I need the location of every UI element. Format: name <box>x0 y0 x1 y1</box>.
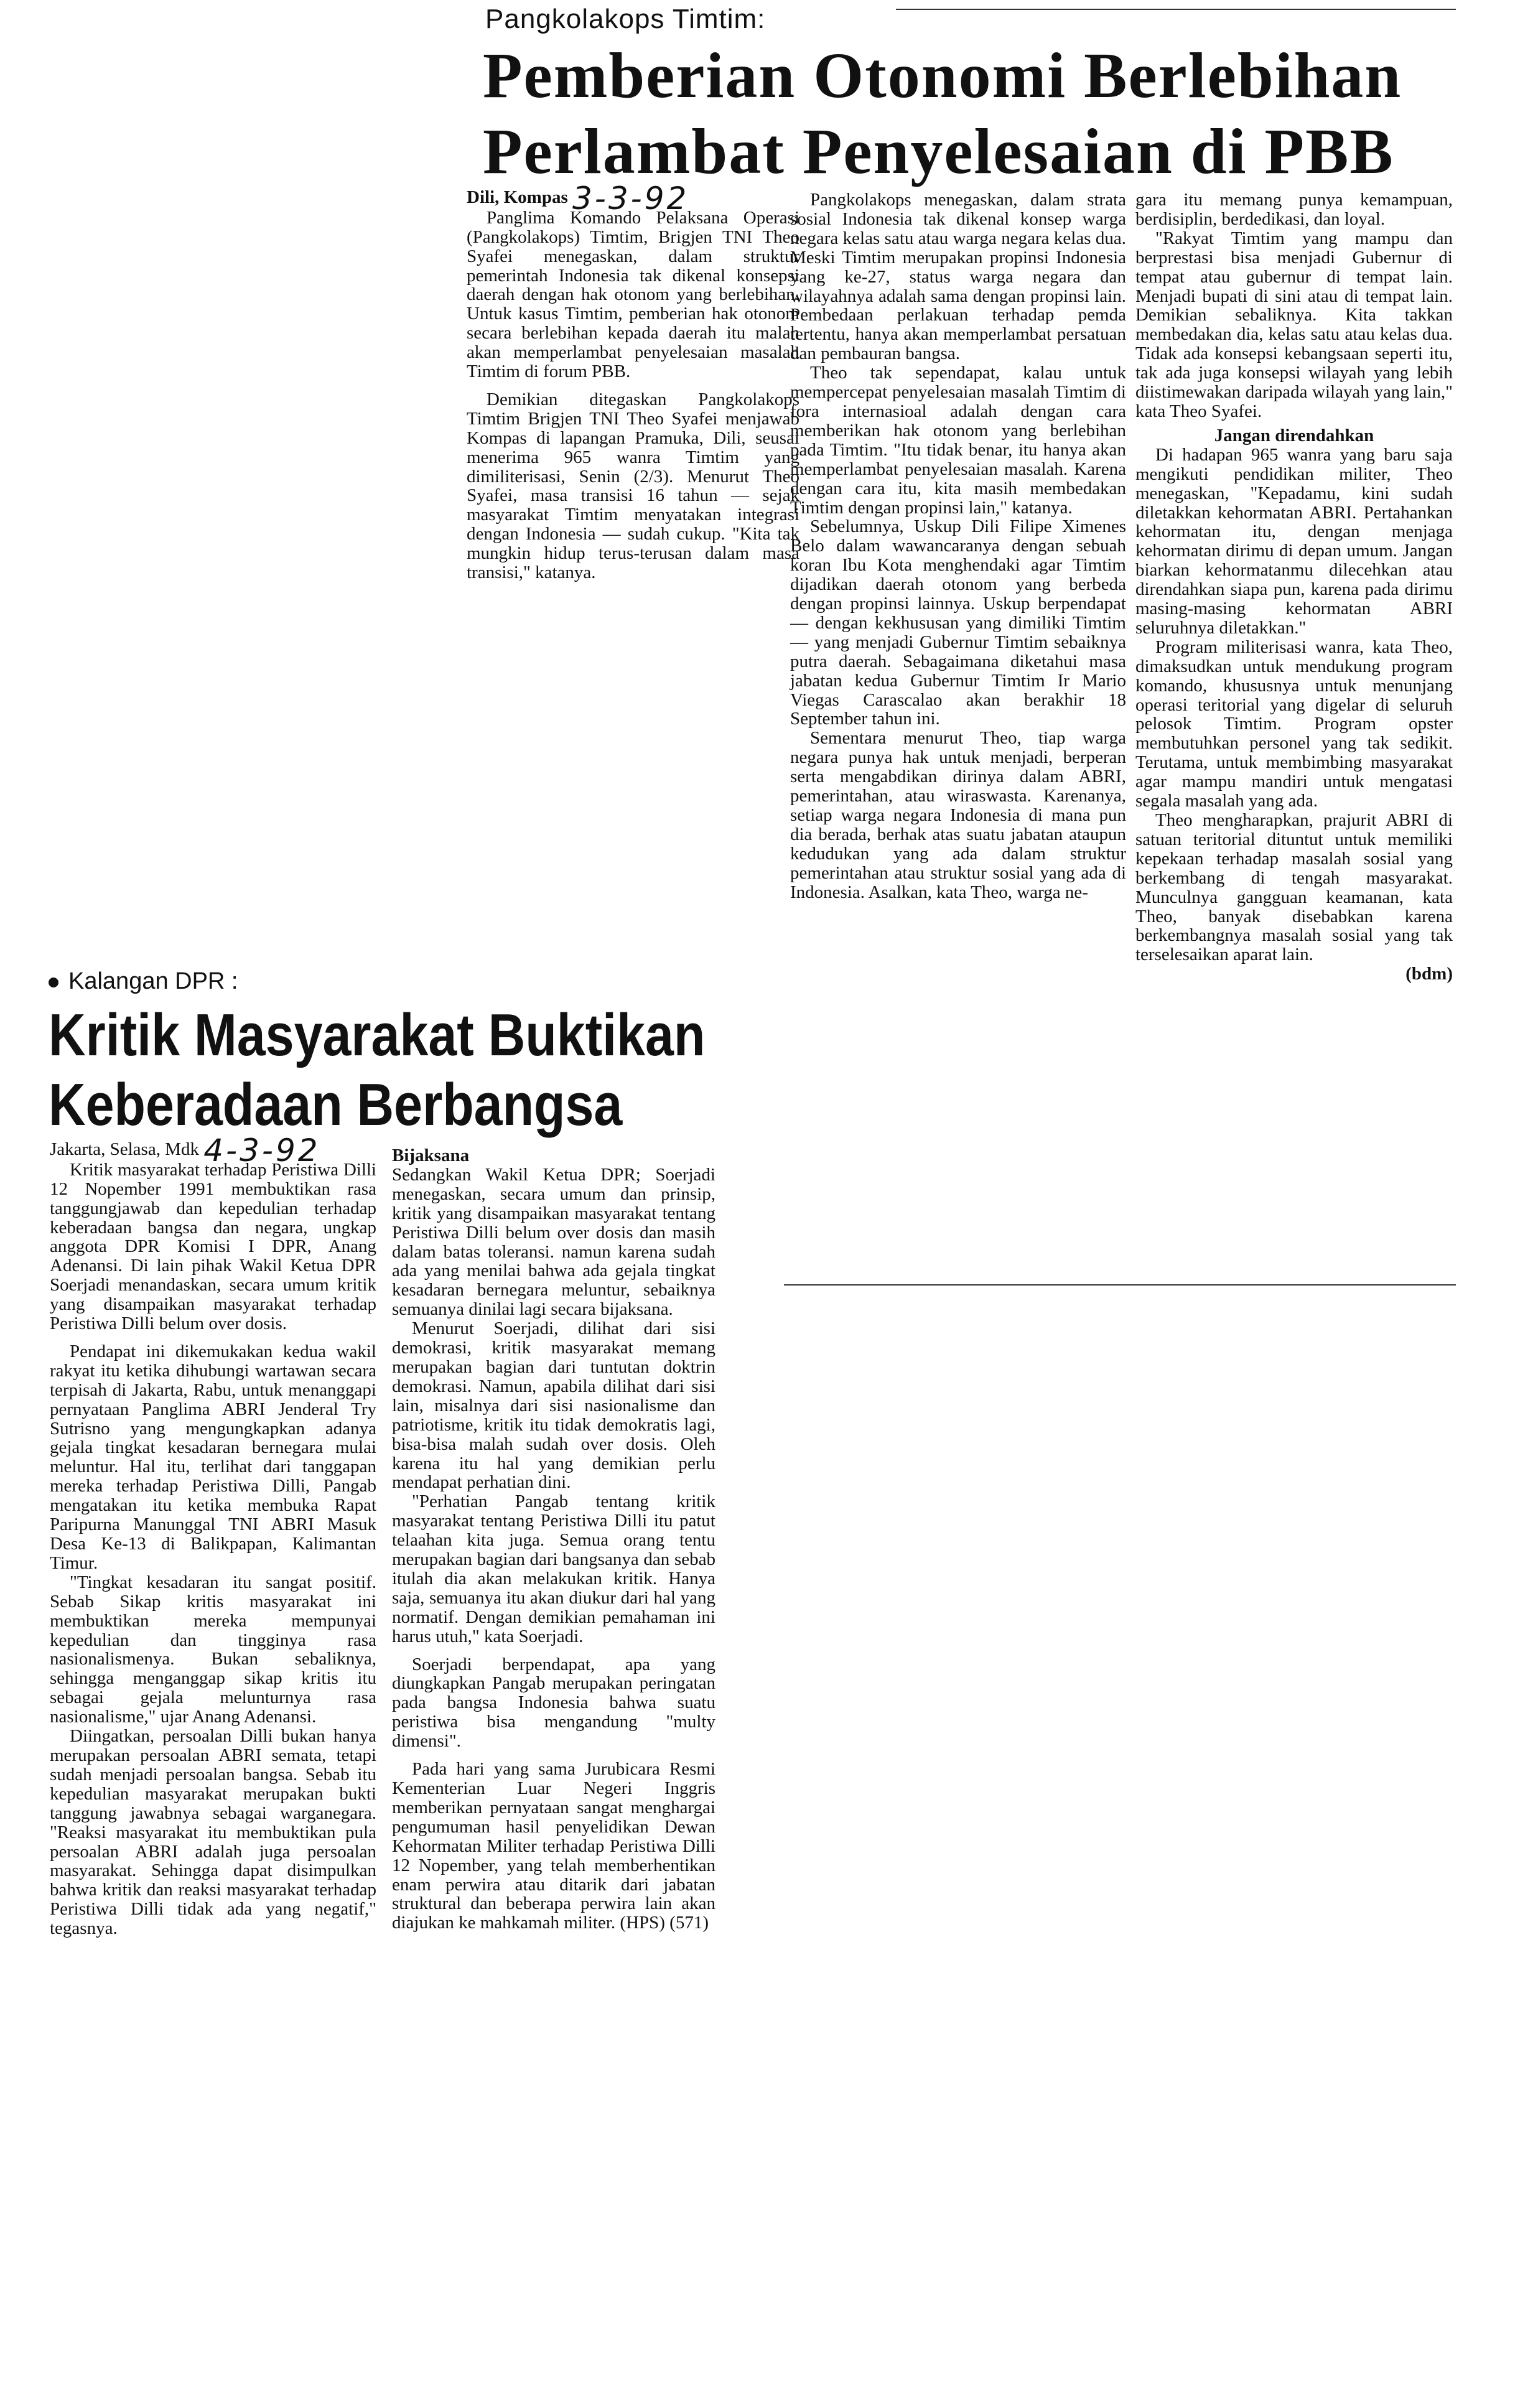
article1-column-3 <box>1135 190 1453 984</box>
article2-paragraph: Menurut Soerjadi, dilihat dari sisi demokrasi, kritik masyarakat memang merupakan bagian dari tuntutan doktrin demokrasi. Namun, apabila dilihat dari sisi lain, misalnya dari sisi nasionalisme dan patriotisme, kritik itu tidak demokratis lagi, bisa-bisa malah sudah over dosis. Oleh karena itu hal yang demikian perlu mendapat perhatian dini. <box>392 1318 715 1493</box>
article1-paragraph: Theo mengharapkan, prajurit ABRI di satuan teritorial dituntut untuk memiliki kepekaan terhadap masalah sosial yang berkembang di tengah masyarakat. Munculnya gangguan keamanan, kata Theo, banyak disebabkan karena berkembangnya masalah sosial yang tak terselesaikan aparat lain. <box>1135 810 1453 965</box>
article2-kicker: Kalangan DPR : <box>68 968 238 994</box>
article2-paragraph: Pada hari yang sama Jurubicara Resmi Kementerian Luar Negeri Inggris memberikan pernyataan sangat menghargai pengumuman hasil penyelidikan Dewan Kehormatan Militer terhadap Peristiwa Dilli 12 Nopember, yang telah memberhentikan enam perwira atau ditarik dari jabatan struktural dan beberapa perwira lain akan diajukan ke mahkamah militer. (HPS) (571) <box>392 1759 715 1933</box>
article1-paragraph: Theo tak sependapat, kalau untuk mempercepat penyelesaian masalah Timtim di fora internasioal adalah dengan cara memberikan hak otonom yang berlebihan pada Timtim. "Itu tidak benar, itu hanya akan memperlambat penyelesaian masalah. Karena dengan cara itu, kita masih membedakan Timtim dengan propinsi lain," katanya. <box>790 363 1126 518</box>
article1-paragraph: Demikian ditegaskan Pangkolakops Timtim Brigjen TNI Theo Syafei menjawab Kompas di lapangan Pramuka, Dili, seusai menerima 965 wanra Timtim yang dimiliterisasi, Senin (2/3). Menurut Theo Syafei, masa transisi 16 tahun — sejak masyarakat Timtim menyatakan integrasi dengan Indonesia — sudah cukup. "Kita tak mungkin hidup terus-terusan dalam masa transisi," katanya. <box>467 389 799 583</box>
article1-dateline: Dili, Kompas <box>467 187 568 207</box>
article1-handwritten-date: 3-3-92 <box>572 180 689 217</box>
article2-paragraph: Diingatkan, persoalan Dilli bukan hanya merupakan persoalan ABRI semata, tetapi sudah menjadi persoalan bangsa. Sebab itu kepedulian masyarakat merupakan bukti tanggung jawabnya sebagai warganegara. "Reaksi masyarakat itu membuktikan pula persoalan ABRI adalah juga persoalan masyarakat. Sehingga dapat disimpulkan bahwa kritik dan reaksi masyarakat terhadap Peristiwa Dilli tidak ada yang negatif," tegasnya. <box>50 1726 376 1939</box>
article1-signature: (bdm) <box>1405 964 1453 984</box>
article2-paragraph: "Tingkat kesadaran itu sangat positif. Sebab Sikap kritis masyarakat ini membuktikan mereka mempunyai kepedulian dan tingginya rasa nasionalismenya. Bukan sebaliknya, sehingga menganggap sikap kritis itu sebagai gejala melunturnya rasa nasionalisme," ujar Anang Adenansi. <box>50 1572 376 1727</box>
article1-paragraph: gara itu memang punya kemampuan, berdisiplin, berdedikasi, dan loyal. <box>1135 190 1453 229</box>
article2-headline-line2: Keberadaan Berbangsa <box>49 1071 623 1138</box>
article1-paragraph: Panglima Komando Pelaksana Operasi (Pangkolakops) Timtim, Brigjen TNI Theo Syafei menegaskan, dalam struktur pemerintah Indonesia tak dikenal konsepsi daerah dengan hak otonom yang berlebihan. Untuk kasus Timtim, pemberian hak otonom secara berlebihan kepada daerah itu malah akan memperlambat penyelesaian masalah Timtim di forum PBB. <box>467 207 799 382</box>
article1-paragraph: Sebelumnya, Uskup Dili Filipe Ximenes Belo dalam wawancaranya dengan sebuah koran Ibu Kota menghendaki agar Timtim dijadikan daerah otonom yang berbeda dengan propinsi lainnya. Uskup berpendapat — dengan kekhususan yang dimiliki Timtim — yang menjadi Gubernur Timtim sebaiknya putra daerah. Sebagaimana diketahui masa jabatan kedua Gubernur Timtim Ir Mario Viegas Carascalao akan berakhir 18 September tahun ini. <box>790 516 1126 729</box>
article2-paragraph: Sedangkan Wakil Ketua DPR; Soerjadi menegaskan, secara umum dan prinsip, kritik yang disampaikan masyarakat tentang Peristiwa Dilli belum over dosis dan masih dalam batas toleransi. namun karena sudah ada yang menilai bahwa ada gejala tingkat kesadaran bernegara meluntur, sebaiknya semuanya dinilai lagi secara bijaksana. <box>392 1164 715 1320</box>
article1-headline-line1: Pemberian Otonomi Berlebihan <box>483 40 1402 111</box>
article2-dateline: Jakarta, Selasa, Mdk <box>50 1139 199 1159</box>
article2-paragraph: Soerjadi berpendapat, apa yang diungkapkan Pangab merupakan peringatan pada bangsa Indonesia bahwa suatu peristiwa bisa mengandung "multy dimensi". <box>392 1654 715 1752</box>
article2-headline-line1: Kritik Masyarakat Buktikan <box>49 1002 706 1068</box>
article1-column-2 <box>790 190 1126 902</box>
article1-kicker: Pangkolakops Timtim: <box>485 4 766 34</box>
article2-paragraph: Kritik masyarakat terhadap Peristiwa Dilli 12 Nopember 1991 membuktikan rasa tanggungjawab dan kepedulian terhadap keberadaan bangsa dan negara, ungkap anggota DPR Komisi I DPR, Anang Adenansi. Di lain pihak Wakil Ketua DPR Soerjadi menandaskan, secara umum kritik yang disampaikan masyarakat terhadap Peristiwa Dilli belum over dosis. <box>50 1159 376 1334</box>
article1-paragraph: "Rakyat Timtim yang mampu dan berprestasi bisa menjadi Gubernur di tempat atau gubernur di tempat lain. Menjadi bupati di sini atau di tempat lain. Demikian sebaliknya. Kita takkan membedakan dia, kelas satu atau kelas dua. Tidak ada konsepsi kebangsaan seperti itu, tak ada juga konsepsi wilayah yang lebih diistimewakan daripada wilayah yang lain," kata Theo Syafei. <box>1135 228 1453 421</box>
article2-handwritten-date: 4-3-92 <box>203 1132 320 1169</box>
article1-paragraph: Di hadapan 965 wanra yang baru saja mengikuti pendidikan militer, Theo menegaskan, "Kepadamu, kini sudah diletakkan kehormatan ABRI. Pertahankan kehormatan itu, dengan menjaga kehormatan dirimu di depan umum. Jangan biarkan kehormatanmu dilecehkan atau direndahkan siapa pun, karena pada dirimu masing-masing kehormatan ABRI seluruhnya diletakkan." <box>1135 444 1453 638</box>
article1-paragraph: Sementara menurut Theo, tiap warga negara punya hak untuk menjadi, berperan serta mengabdikan dirinya dalam ABRI, pemerintahan, atau wiraswasta. Karenanya, setiap warga negara Indonesia di mana pun dia berada, berhak atas suatu jabatan ataupun kedudukan yang ada dalam struktur pemerintahan atau struktur sosial yang ada di Indonesia. Asalkan, kata Theo, warga ne- <box>790 728 1126 902</box>
article1-headline-line2: Perlambat Penyelesaian di PBB <box>483 116 1394 187</box>
article1-subhead: Jangan direndahkan <box>1214 425 1374 446</box>
article2-kicker-row <box>49 968 238 995</box>
article1-column-1 <box>467 180 799 583</box>
article1-end-rule <box>784 1284 1456 1286</box>
article2-column-1 <box>50 1132 376 1939</box>
article2-subhead: Bijaksana <box>392 1146 470 1165</box>
bullet-icon <box>49 978 58 987</box>
top-rule <box>896 9 1456 10</box>
article1-paragraph: Program militerisasi wanra, kata Theo, dimaksudkan untuk mendukung program komando, khususnya untuk menunjang operasi teritorial yang digelar di seluruh pelosok Timtim. Program opster membutuhkan personel yang tak sedikit. Terutama, untuk membimbing masyarakat agar mampu mandiri untuk mengatasi segala masalah yang ada. <box>1135 637 1453 811</box>
article2-paragraph: "Perhatian Pangab tentang kritik masyarakat tentang Peristiwa Dilli itu patut telaahan kita juga. Semua orang tentu merupakan bagian dari bangsanya dan sebab itulah dia akan melakukan kritik. Hanya saja, semuanya itu akan diukur dari hal yang normatif. Dengan demikian pemahaman ini harus utuh," kata Soerjadi. <box>392 1491 715 1646</box>
article2-paragraph: Pendapat ini dikemukakan kedua wakil rakyat itu ketika dihubungi wartawan secara terpisah di Jakarta, Rabu, untuk menanggapi pernyataan Panglima ABRI Jenderal Try Sutrisno yang mengungkapkan adanya gejala tingkat kesadaran bernegara mulai meluntur. Hal itu, terlihat dari tanggapan mereka terhadap Peristiwa Dilli, Pangab mengatakan itu ketika membuka Rapat Paripurna Manunggal TNI ABRI Masuk Desa Ke-13 di Balikpapan, Kalimantan Timur. <box>50 1341 376 1573</box>
article1-paragraph: Pangkolakops menegaskan, dalam strata sosial Indonesia tak dikenal konsep warga negara kelas satu atau warga negara kelas dua. Meski Timtim merupakan propinsi Indonesia yang ke-27, status warga negara dan wilayahnya adalah sama dengan propinsi lain. Pembedaan perlakuan terhadap pemda tertentu, hanya akan memperlambat persatuan dan pembauran bangsa. <box>790 190 1126 364</box>
article2-column-2 <box>392 1146 715 1933</box>
